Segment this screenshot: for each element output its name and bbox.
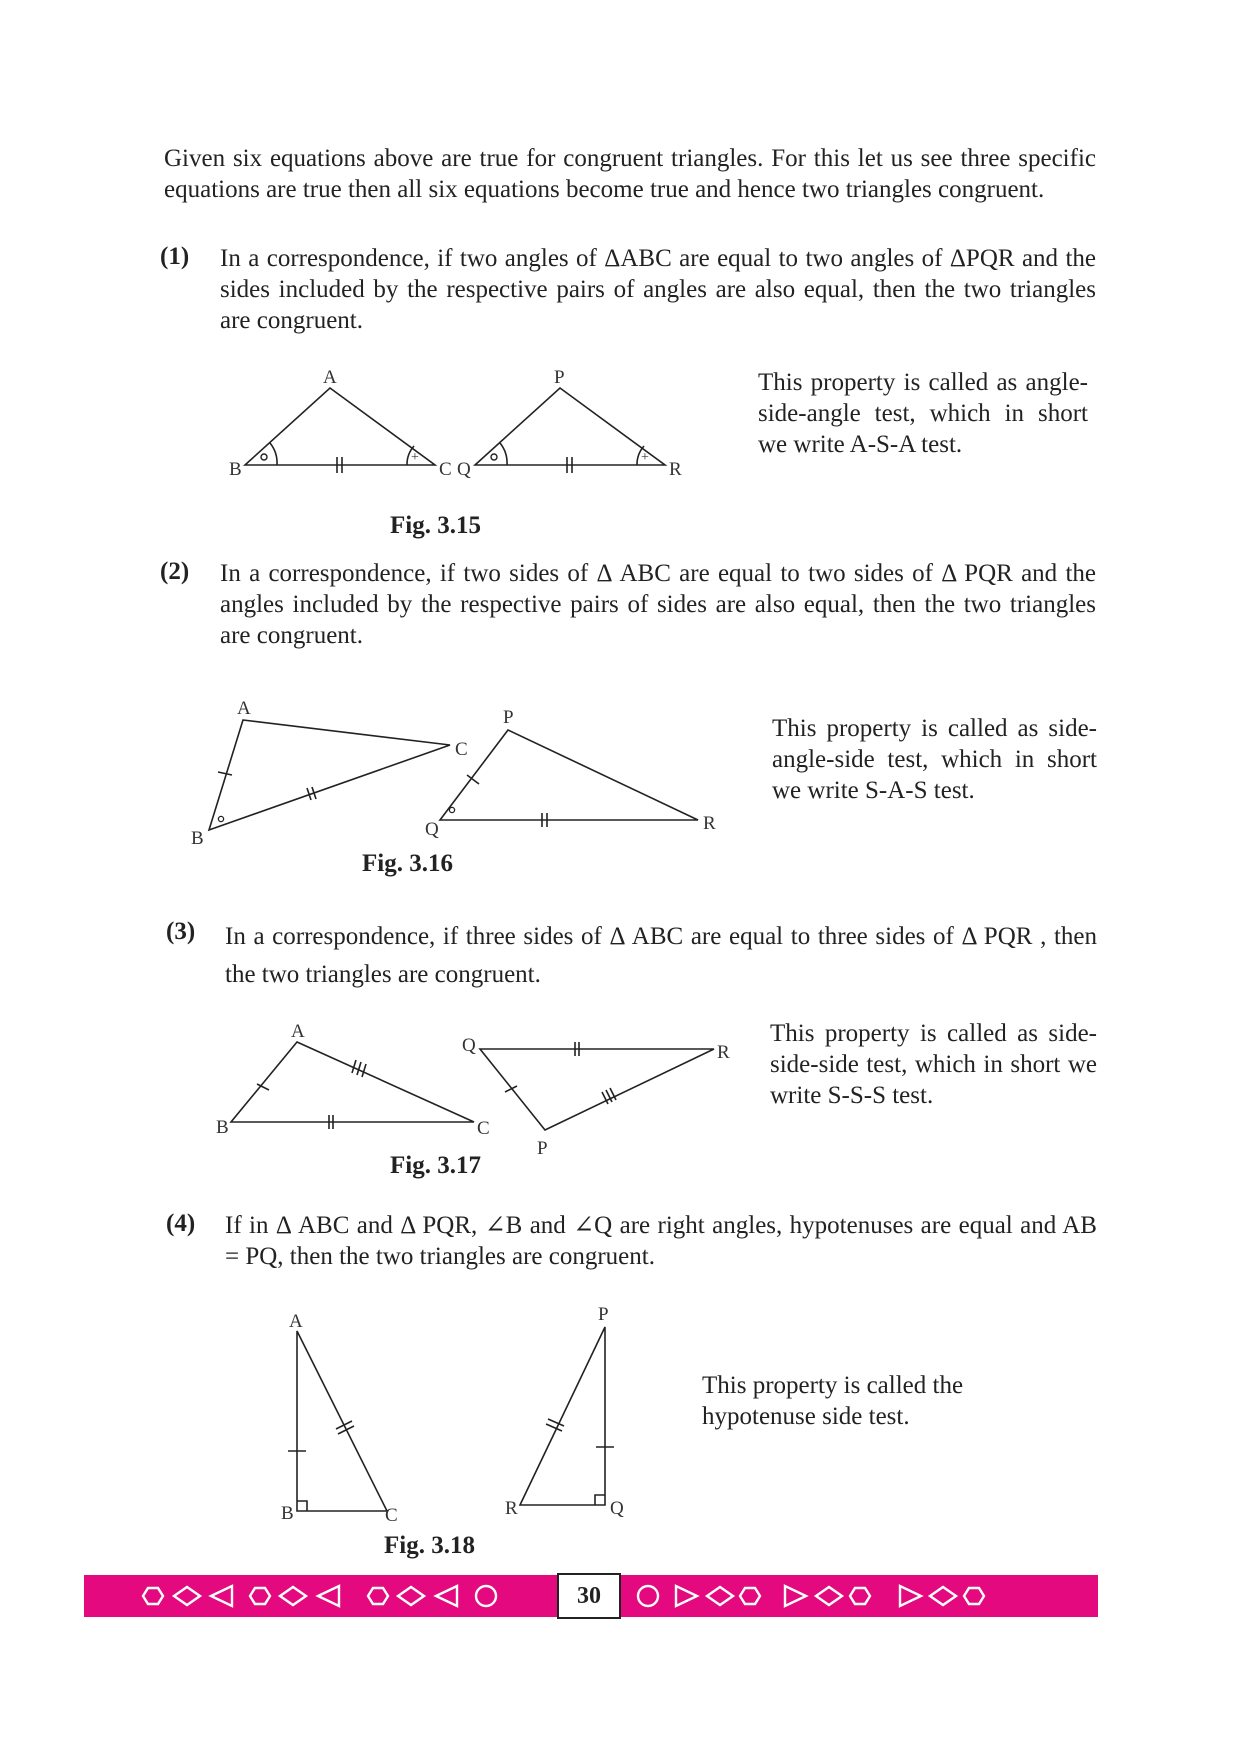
angle-b-mark (218, 816, 223, 821)
item-1-caption: Fig. 3.15 (390, 512, 481, 539)
angle-r-mark: + (641, 450, 649, 465)
diamond-icon (174, 1587, 200, 1605)
item-1-text: In a correspondence, if two angles of ΔABC are equal to two angles of ΔPQR and the sides included by the respective pairs of angles are also equal, then the two triangles are congruent. (220, 245, 1096, 334)
label-r: R (505, 1498, 518, 1519)
hexagon-icon (143, 1588, 163, 1604)
figure-3-18 (275, 1305, 655, 1525)
item-4-caption: Fig. 3.18 (384, 1532, 475, 1559)
triangle-pqr (520, 1327, 605, 1505)
triangle-abc (245, 388, 435, 465)
figure-3-17 (212, 1018, 752, 1158)
triangle-right-icon (785, 1586, 806, 1606)
label-b: B (216, 1117, 229, 1138)
label-q: Q (462, 1035, 476, 1056)
tick-pr-1 (548, 1419, 564, 1426)
label-r: R (703, 813, 716, 834)
label-r: R (717, 1042, 730, 1063)
tick-ac-3 (362, 1064, 366, 1077)
label-q: Q (425, 819, 439, 840)
item-1-number: (1) (160, 243, 190, 270)
diamond-icon (398, 1587, 424, 1605)
footer-band (84, 1575, 1098, 1617)
label-a: A (291, 1021, 305, 1042)
label-r: R (669, 459, 682, 480)
figure-3-15 (225, 365, 705, 485)
item-2-note: This property is called as side-angle-side test, which in short we write S-A-S test. (772, 715, 1097, 804)
item-3-note: This property is called as side-side-side test, which in short we write S-S-S test. (770, 1020, 1097, 1109)
right-angle-q (595, 1495, 605, 1505)
hexagon-icon (250, 1588, 270, 1604)
circle-icon (476, 1586, 496, 1606)
diamond-icon (816, 1587, 842, 1605)
right-angle-b (297, 1501, 307, 1511)
triangle-pqr (475, 388, 665, 465)
item-2-number: (2) (160, 558, 190, 585)
label-a: A (323, 367, 337, 388)
triangle-right-icon (900, 1586, 921, 1606)
intro-paragraph: Given six equations above are true for congruent triangles. For this let us see three specific equations are true then all six equations become true and hence two triangles congruent. (164, 145, 1096, 203)
diamond-icon (707, 1587, 733, 1605)
label-p: P (554, 367, 565, 388)
angle-q-mark (491, 454, 497, 460)
circle-icon (638, 1586, 658, 1606)
item-3-text: In a correspondence, if three sides of Δ ABC are equal to three sides of Δ PQR , then the two triangles are congruent. (225, 923, 1097, 988)
triangle-left-icon (318, 1586, 339, 1606)
label-q: Q (610, 1498, 624, 1519)
angle-b-arc (270, 443, 277, 465)
label-c: C (439, 459, 452, 480)
triangle-abc (297, 1331, 387, 1511)
triangle-left-icon (211, 1586, 232, 1606)
triangle-left-icon (436, 1586, 457, 1606)
hexagon-icon (850, 1588, 870, 1604)
figure-3-16 (185, 695, 725, 849)
label-b: B (281, 1503, 294, 1524)
angle-b-mark (261, 454, 267, 460)
hexagon-icon (964, 1588, 984, 1604)
label-b: B (229, 459, 242, 480)
triangle-abc (231, 1042, 474, 1122)
angle-q-arc (500, 443, 507, 465)
triangle-right-icon (676, 1586, 697, 1606)
diamond-icon (280, 1587, 306, 1605)
label-a: A (237, 698, 251, 719)
item-4-number: (4) (166, 1210, 196, 1237)
label-c: C (385, 1505, 398, 1526)
label-b: B (191, 828, 204, 849)
triangle-pqr (480, 1049, 714, 1130)
diamond-icon (930, 1587, 956, 1605)
tick-ab (218, 772, 232, 775)
item-2-text: In a correspondence, if two sides of Δ ABC are equal to two sides of Δ PQR and the angles included by the respective pairs of sides are also equal, then the two triangles are congruent. (220, 560, 1096, 649)
angle-c-mark: + (411, 450, 419, 465)
item-1-note: This property is called as angle-side-angle test, which in short we write A-S-A test. (758, 369, 1088, 458)
page-number: 30 (557, 1573, 621, 1619)
item-2-caption: Fig. 3.16 (362, 850, 453, 877)
item-4-text: If in Δ ABC and Δ PQR, ∠B and ∠Q are right angles, hypotenuses are equal and AB = PQ, then the two triangles are congruent. (225, 1212, 1097, 1270)
label-c: C (477, 1118, 490, 1139)
label-p: P (537, 1138, 548, 1159)
triangle-pqr (440, 730, 698, 820)
tick-ac-2 (357, 1062, 361, 1075)
label-a: A (289, 1311, 303, 1332)
footer-shapes-left (134, 1575, 554, 1617)
tick-pr-2 (546, 1424, 562, 1431)
label-c: C (455, 739, 468, 760)
item-3-number: (3) (166, 918, 196, 945)
angle-q-mark (449, 807, 454, 812)
footer-shapes-right (634, 1575, 1094, 1617)
label-p: P (598, 1304, 609, 1325)
item-4-note: This property is called the hypotenuse side test. (702, 1372, 964, 1430)
item-3-caption: Fig. 3.17 (390, 1152, 481, 1179)
hexagon-icon (740, 1588, 760, 1604)
triangle-abc (209, 720, 450, 830)
label-p: P (503, 707, 514, 728)
label-q: Q (457, 459, 471, 480)
hexagon-icon (368, 1588, 388, 1604)
